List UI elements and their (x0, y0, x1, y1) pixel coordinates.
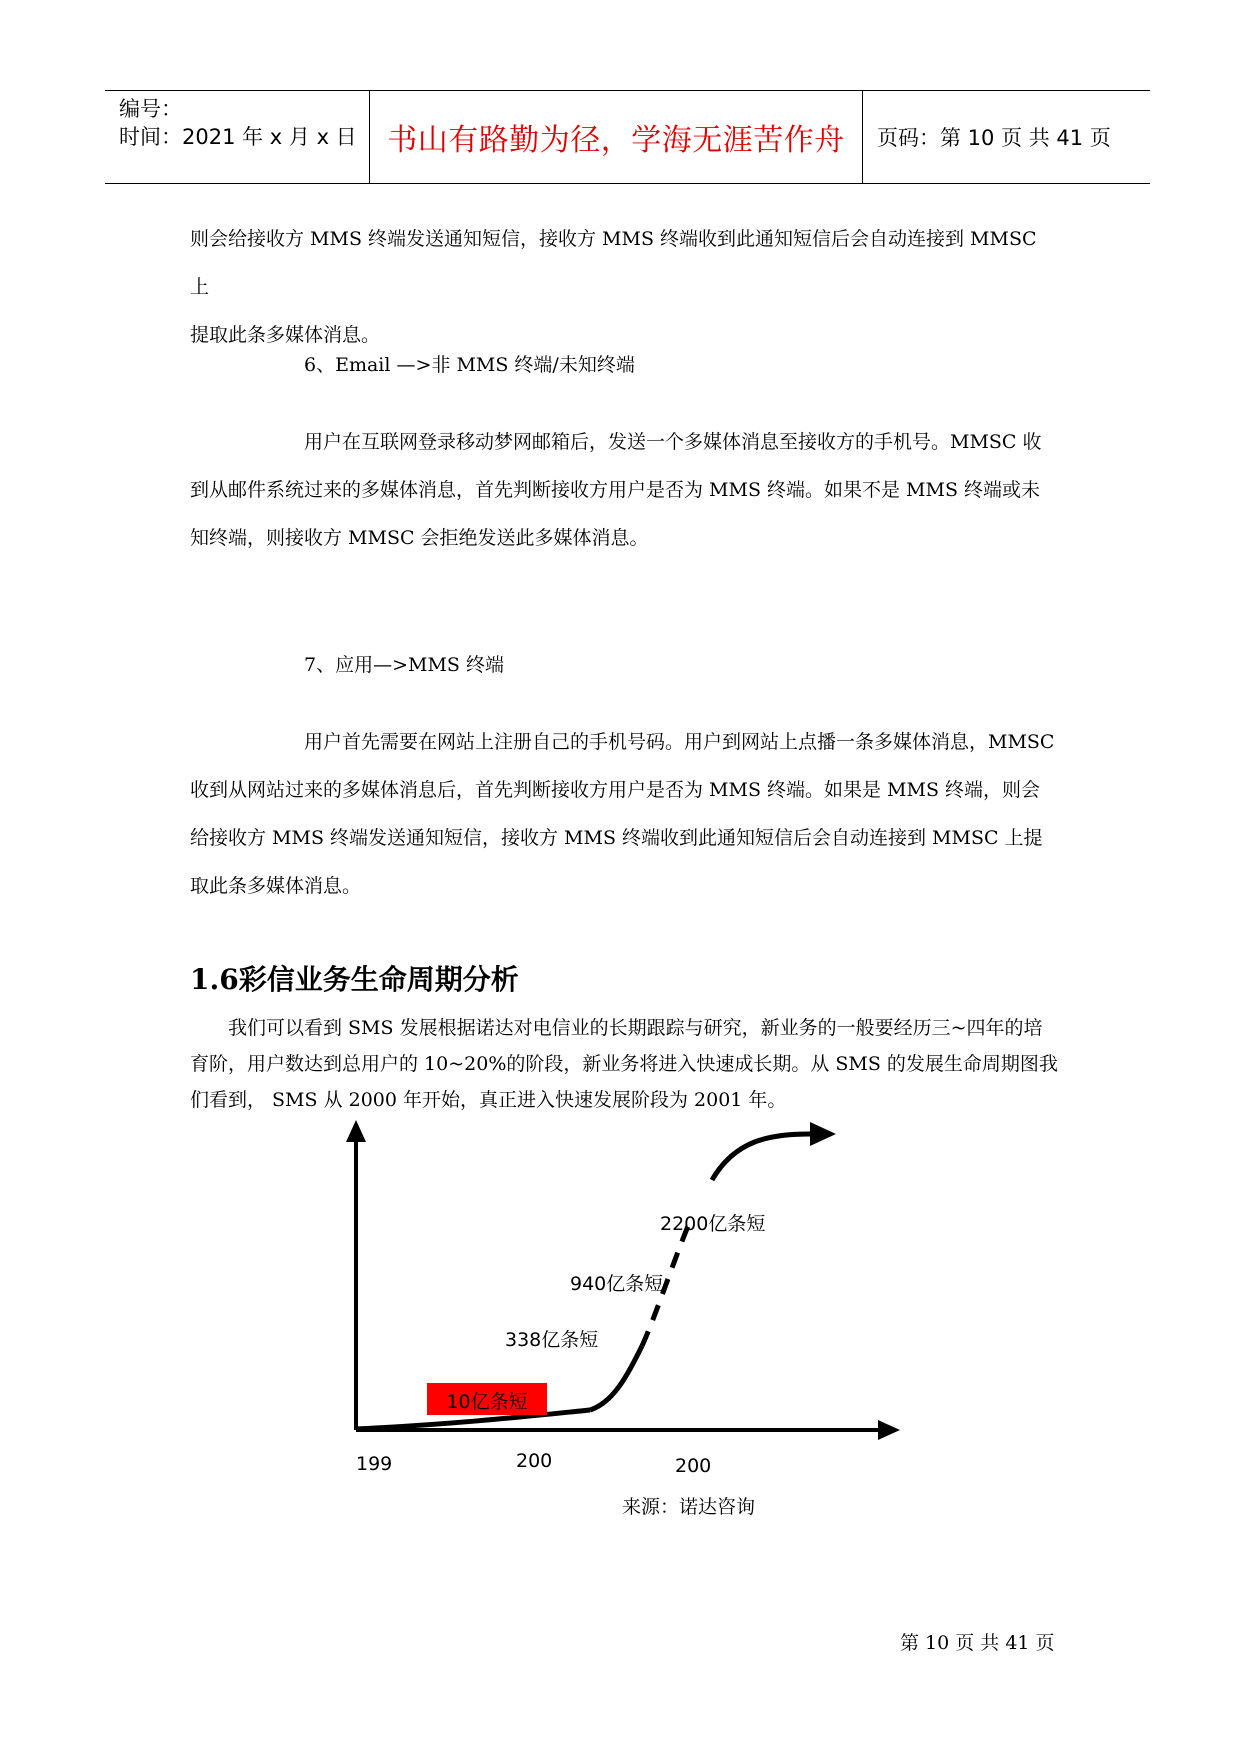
x-tick-label: 200 (675, 1455, 712, 1477)
annotation-label: 338亿条短 (505, 1329, 599, 1351)
annotation-label: 2200亿条短 (660, 1213, 766, 1235)
header-meta-cell (105, 91, 370, 183)
annotation-label: 940亿条短 (570, 1273, 664, 1295)
chart-source: 来源：诺达咨询 (622, 1496, 756, 1518)
curve-top (712, 1134, 810, 1180)
paragraph-line: 提取此条多媒体消息。 (190, 324, 381, 346)
x-axis-arrow (878, 1420, 900, 1440)
paragraph-text: 我们可以看到 SMS 发展根据诺达对电信业的长期跟踪与研究，新业务的一般要经历三~四年的培育阶，用户数达到总用户的 10~20%的阶段，新业务将进入快速成长期。从 SMS 的发展生命周期图我们看到， SMS 从 2000 年开始，真正进入快速发展阶段为 2001 年。 (190, 1017, 1058, 1111)
paragraph-text: 用户首先需要在网站上注册自己的手机号码。用户到网站上点播一条多媒体消息，MMSC 收到从网站过来的多媒体消息后，首先判断接收方用户是否为 MMS 终端。如果是 MMS 终端，则会给接收方 MMS 终端发送通知短信，接收方 MMS 终端收到此通知短信后会自动连接到 MMSC 上提取此条多媒体消息。 (190, 731, 1055, 897)
number-label: 编号： (119, 97, 182, 121)
section-intro (190, 1010, 1058, 1118)
paragraph-text: 用户在互联网登录移动梦网邮箱后，发送一个多媒体消息至接收方的手机号。MMSC 收到从邮件系统过来的多媒体消息，首先判断接收方用户是否为 MMS 终端。如果不是 MMS 终端或未知终端，则接收方 MMSC 会拒绝发送此多媒体消息。 (190, 431, 1042, 549)
item-6-heading: 6、Email —>非 MMS 终端/未知终端 (304, 354, 635, 376)
paragraph-email (190, 418, 1058, 562)
paragraph-continued (190, 215, 1058, 359)
sms-lifecycle-chart (340, 1120, 920, 1540)
item-7-heading: 7、应用—>MMS 终端 (304, 654, 504, 676)
paragraph-application (190, 718, 1058, 910)
header-motto-cell (370, 91, 863, 183)
time-label: 时间：2021 年 x 月 x 日 (119, 125, 357, 149)
paragraph-line: 则会给接收方 MMS 终端发送通知短信，接收方 MMS 终端收到此通知短信后会自动连接到 MMSC 上 (190, 228, 1037, 298)
header-page-cell (863, 91, 1150, 183)
curve-end-arrow (810, 1122, 836, 1146)
motto-text: 书山有路勤为径，学海无涯苦作舟 (387, 123, 845, 158)
x-tick-label: 200 (516, 1450, 553, 1472)
y-axis-arrow (346, 1120, 366, 1142)
section-title: 1.6彩信业务生命周期分析 (190, 963, 519, 996)
page-footer: 第 10 页 共 41 页 (900, 1632, 1055, 1654)
curve-rise (590, 1346, 642, 1410)
annotation-label: 10亿条短 (446, 1391, 528, 1413)
x-tick-label: 199 (356, 1453, 393, 1475)
page-label: 页码：第 10 页 共 41 页 (877, 126, 1111, 150)
page-header (105, 90, 1150, 184)
